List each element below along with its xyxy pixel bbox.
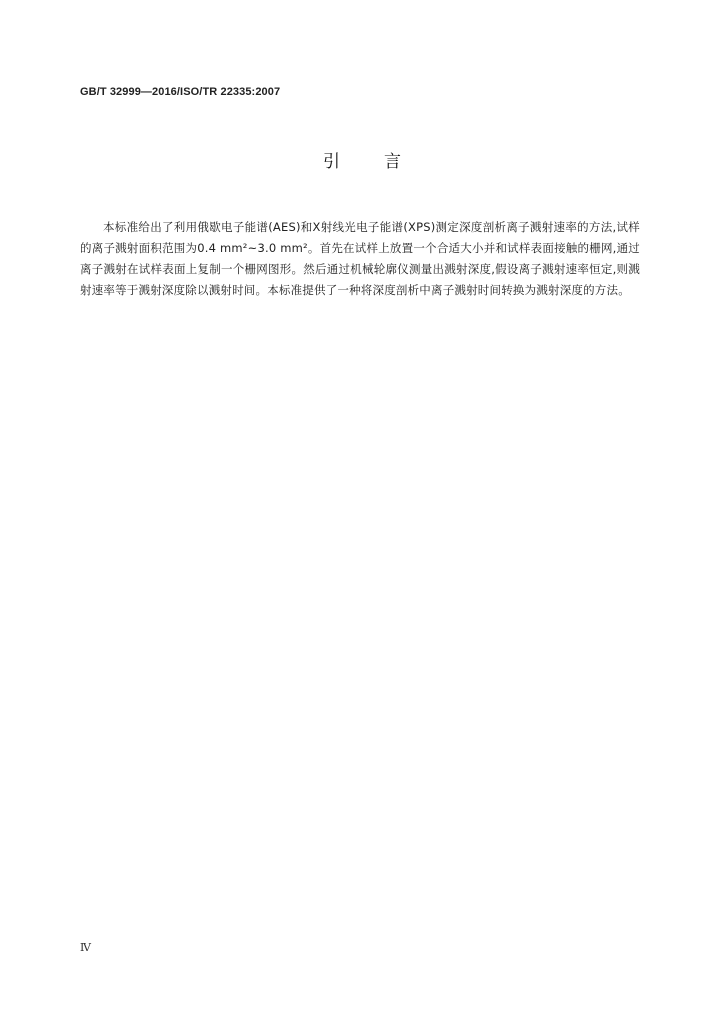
- introduction-paragraph: 本标准给出了利用俄歇电子能谱(AES)和X射线光电子能谱(XPS)测定深度剖析离子溅射速率的方法,试样的离子溅射面积范围为0.4 mm²~3.0 mm²。首先在试样上放置一个合适大小并和试样表面接触的栅网,通过离子溅射在试样表面上复制一个栅网图形。然后通过机械轮廓仪测量出溅射深度,假设离子溅射速率恒定,则溅射速率等于溅射深度除以溅射时间。本标准提供了一种将深度剖析中离子溅射时间转换为溅射深度的方法。: [80, 219, 640, 297]
- section-title-char-1: 引: [323, 152, 340, 172]
- section-title-char-2: 言: [384, 152, 401, 172]
- standard-code-header: GB/T 32999—2016/ISO/TR 22335:2007: [80, 86, 281, 98]
- page-number: Ⅳ: [80, 941, 91, 954]
- section-title: [0, 147, 724, 172]
